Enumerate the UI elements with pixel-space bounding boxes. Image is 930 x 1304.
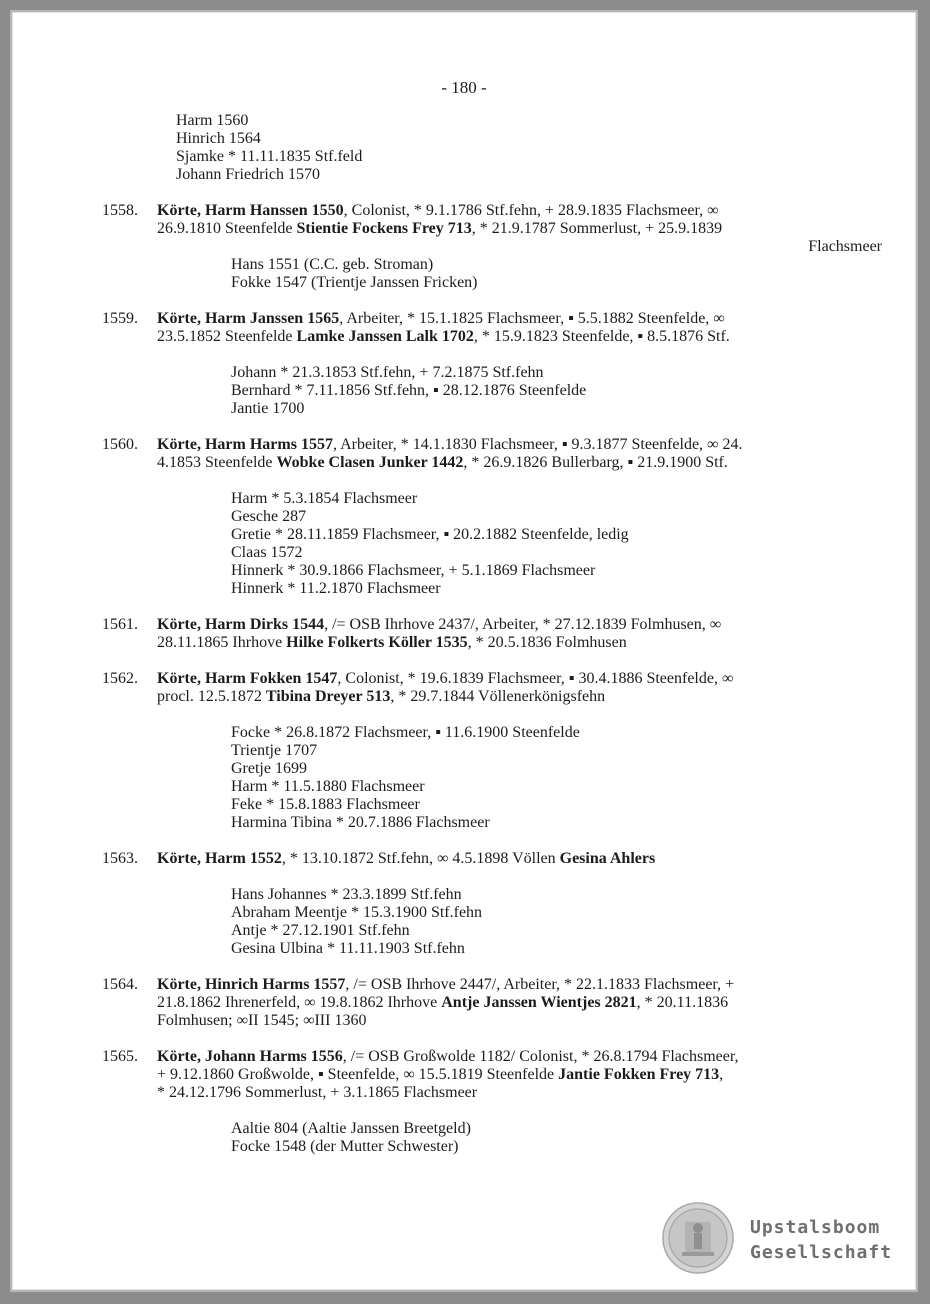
entry-text: , * 29.7.1844 Völlenerkönigsfehn [390, 688, 606, 705]
person-name: Körte, Harm 1552 [157, 850, 282, 867]
child-entry: Aaltie 804 (Aaltie Janssen Breetgeld) [231, 1120, 471, 1137]
entry-line [157, 310, 882, 328]
person-name: Lamke Janssen Lalk 1702 [296, 328, 474, 345]
child-entry: Abraham Meentje * 15.3.1900 Stf.fehn [231, 904, 483, 921]
entry-text: procl. 12.5.1872 [157, 688, 266, 705]
entry-line [157, 1012, 882, 1030]
entry-number: 1562. [102, 670, 138, 687]
entry-line [157, 436, 882, 454]
genealogy-document [102, 112, 882, 1156]
person-name: Jantie Fokken Frey 713 [558, 1066, 720, 1083]
entry-line [157, 634, 882, 652]
child-entry: Gretie * 28.11.1859 Flachsmeer, ▪ 20.2.1882 Steenfelde, ledig [231, 526, 629, 543]
entry-line [157, 454, 882, 472]
entry-line [157, 328, 882, 346]
entry-number: 1561. [102, 616, 138, 633]
entry-text: 4.1853 Steenfelde [157, 454, 277, 471]
child-entry: Sjamke * 11.11.1835 Stf.feld [176, 148, 363, 165]
entry-text: , * 20.11.1836 [636, 994, 729, 1011]
genealogy-entry [102, 1048, 882, 1156]
entry-line [157, 202, 882, 220]
genealogy-entry [102, 436, 882, 598]
child-entry: Focke 1548 (der Mutter Schwester) [231, 1138, 459, 1155]
children-list [157, 1120, 882, 1156]
entry-number: 1563. [102, 850, 138, 867]
child-entry: Hinrich 1564 [176, 130, 261, 147]
entry-text: , Arbeiter, * 15.1.1825 Flachsmeer, ▪ 5.5.1882 Steenfelde, ∞ [339, 310, 725, 327]
person-name: Gesina Ahlers [559, 850, 656, 867]
entry-line [157, 1066, 882, 1084]
genealogy-entry [102, 976, 882, 1030]
person-name: Antje Janssen Wientjes 2821 [441, 994, 637, 1011]
entry-number: 1559. [102, 310, 138, 327]
entry-text: 28.11.1865 Ihrhove [157, 634, 287, 651]
entry-text: 23.5.1852 Steenfelde [157, 328, 297, 345]
entry-line [157, 994, 882, 1012]
entry-text: * 24.12.1796 Sommerlust, + 3.1.1865 Flachsmeer [157, 1084, 478, 1101]
person-name: Körte, Harm Harms 1557 [157, 436, 333, 453]
child-entry: Hinnerk * 30.9.1866 Flachsmeer, + 5.1.1869 Flachsmeer [231, 562, 596, 579]
entry-line [157, 670, 882, 688]
entry-text: , [719, 1066, 724, 1083]
children-list [157, 364, 882, 418]
child-entry: Trientje 1707 [231, 742, 318, 759]
children-list [157, 256, 882, 292]
person-name: Hilke Folkerts Köller 1535 [286, 634, 468, 651]
child-entry: Focke * 26.8.1872 Flachsmeer, ▪ 11.6.1900 Steenfelde [231, 724, 580, 741]
person-name: Körte, Hinrich Harms 1557 [157, 976, 346, 993]
child-entry: Harm * 11.5.1880 Flachsmeer [231, 778, 425, 795]
person-name: Wobke Clasen Junker 1442 [276, 454, 464, 471]
entry-number: 1564. [102, 976, 138, 993]
entry-line [157, 688, 882, 706]
child-entry: Claas 1572 [231, 544, 303, 561]
entry-number: 1560. [102, 436, 138, 453]
entry-line [157, 1084, 882, 1102]
page-frame [10, 10, 918, 1292]
entry-text: , /= OSB Ihrhove 2447/, Arbeiter, * 22.1.1833 Flachsmeer, + [345, 976, 735, 993]
seal-emblem [662, 1202, 734, 1274]
genealogy-entry [102, 310, 882, 418]
person-name: Körte, Harm Hanssen 1550 [157, 202, 344, 219]
genealogy-entry [102, 202, 882, 292]
children-list [157, 886, 882, 958]
entries-list [102, 202, 882, 1156]
entry-line [157, 1048, 882, 1066]
genealogy-entry [102, 850, 882, 958]
child-entry: Harm * 5.3.1854 Flachsmeer [231, 490, 418, 507]
child-entry: Johann * 21.3.1853 Stf.fehn, + 7.2.1875 Stf.fehn [231, 364, 544, 381]
children-list [157, 724, 882, 832]
entry-text: , * 15.9.1823 Steenfelde, ▪ 8.5.1876 Stf. [473, 328, 730, 345]
entry-text: 26.9.1810 Steenfelde [157, 220, 297, 237]
entry-line [157, 976, 882, 994]
child-entry: Gesina Ulbina * 11.11.1903 Stf.fehn [231, 940, 465, 957]
child-entry: Feke * 15.8.1883 Flachsmeer [231, 796, 420, 813]
entry-line [157, 850, 882, 868]
entry-text: , /= OSB Großwolde 1182/ Colonist, * 26.8.1794 Flachsmeer, [342, 1048, 739, 1065]
child-entry: Fokke 1547 (Trientje Janssen Fricken) [231, 274, 478, 291]
entry-line [157, 220, 882, 238]
child-entry: Antje * 27.12.1901 Stf.fehn [231, 922, 410, 939]
child-entry: Bernhard * 7.11.1856 Stf.fehn, ▪ 28.12.1876 Steenfelde [231, 382, 587, 399]
entry-text: Folmhusen; ∞II 1545; ∞III 1360 [157, 1012, 367, 1029]
child-entry: Gretje 1699 [231, 760, 307, 777]
child-entry: Hans Johannes * 23.3.1899 Stf.fehn [231, 886, 462, 903]
entry-text: , Colonist, * 9.1.1786 Stf.fehn, + 28.9.1835 Flachsmeer, ∞ [343, 202, 719, 219]
child-entry: Hinnerk * 11.2.1870 Flachsmeer [231, 580, 441, 597]
person-name: Körte, Harm Fokken 1547 [157, 670, 338, 687]
entry-line [157, 616, 882, 634]
entry-text: , Colonist, * 19.6.1839 Flachsmeer, ▪ 30.4.1886 Steenfelde, ∞ [337, 670, 734, 687]
person-name: Stientie Fockens Frey 713 [296, 220, 472, 237]
entry-text: , Arbeiter, * 14.1.1830 Flachsmeer, ▪ 9.3.1877 Steenfelde, ∞ 24. [332, 436, 743, 453]
lead-children-list [102, 112, 882, 184]
entry-line-right: Flachsmeer [808, 238, 882, 255]
society-wordmark [750, 1215, 892, 1265]
person-name: Körte, Harm Janssen 1565 [157, 310, 340, 327]
entry-text: + 9.12.1860 Großwolde, ▪ Steenfelde, ∞ 15.5.1819 Steenfelde [157, 1066, 559, 1083]
wordmark-line-2: Gesellschaft [750, 1242, 893, 1263]
page-number: - 180 - [441, 78, 487, 97]
child-entry: Johann Friedrich 1570 [176, 166, 320, 183]
child-entry: Hans 1551 (C.C. geb. Stroman) [231, 256, 434, 273]
children-list [157, 490, 882, 598]
entry-text: , * 26.9.1826 Bullerbarg, ▪ 21.9.1900 Stf. [463, 454, 728, 471]
child-entry: Jantie 1700 [231, 400, 305, 417]
genealogy-entry [102, 670, 882, 832]
entry-text: , /= OSB Ihrhove 2437/, Arbeiter, * 27.12.1839 Folmhusen, ∞ [324, 616, 722, 633]
child-entry: Harm 1560 [176, 112, 249, 129]
entry-text: 21.8.1862 Ihrenerfeld, ∞ 19.8.1862 Ihrhove [157, 994, 442, 1011]
entry-number: 1565. [102, 1048, 138, 1065]
child-entry: Harmina Tibina * 20.7.1886 Flachsmeer [231, 814, 490, 831]
entry-text: , * 21.9.1787 Sommerlust, + 25.9.1839 [471, 220, 723, 237]
wordmark-line-1: Upstalsboom [750, 1217, 881, 1238]
person-name: Tibina Dreyer 513 [265, 688, 391, 705]
person-name: Körte, Johann Harms 1556 [157, 1048, 343, 1065]
entry-text: , * 13.10.1872 Stf.fehn, ∞ 4.5.1898 Völlen [281, 850, 560, 867]
genealogy-entry [102, 616, 882, 652]
child-entry: Gesche 287 [231, 508, 307, 525]
person-name: Körte, Harm Dirks 1544 [157, 616, 325, 633]
entry-text: , * 20.5.1836 Folmhusen [467, 634, 627, 651]
entry-number: 1558. [102, 202, 138, 219]
